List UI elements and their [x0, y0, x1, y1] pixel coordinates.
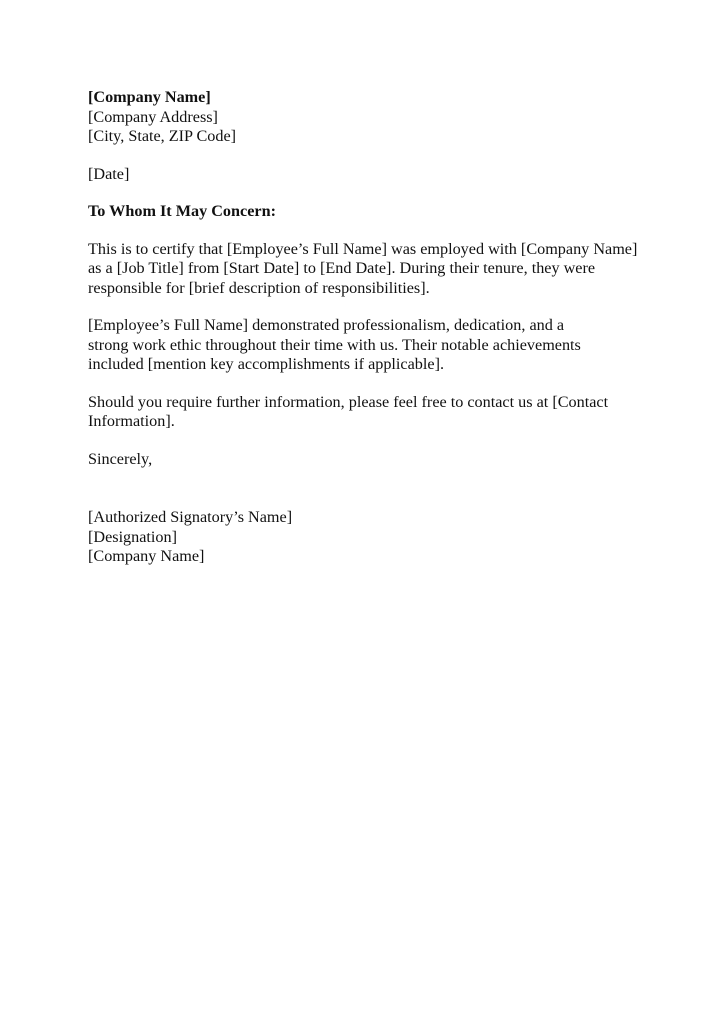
body-paragraph-2: [Employee’s Full Name] demonstrated professionalism, dedication, and a strong work ethic throughout their time with us. Their notable achievements included [mention key accomplishments if applicable]. [88, 316, 581, 373]
letter-body [88, 88, 648, 567]
salutation: To Whom It May Concern: [88, 202, 276, 220]
letter-date: [Date] [88, 164, 130, 183]
signatory-company-name: [Company Name] [88, 547, 205, 565]
signatory-designation: [Designation] [88, 527, 178, 546]
sender-city-state-zip: [City, State, ZIP Code] [88, 127, 237, 145]
signatory-name: [Authorized Signatory’s Name] [88, 508, 293, 526]
body-paragraph-3: Should you require further information, please feel free to contact us at [Contact Information]. [88, 392, 609, 430]
sender-company-address: [Company Address] [88, 107, 218, 126]
sender-company-name: [Company Name] [88, 88, 211, 106]
body-paragraph-1: This is to certify that [Employee’s Full Name] was employed with [Company Name] as a [Job Title] from [Start Date] to [End Date]. During their tenure, they were responsible for [brief description of responsibilities]. [88, 239, 638, 297]
closing: Sincerely, [88, 449, 153, 468]
